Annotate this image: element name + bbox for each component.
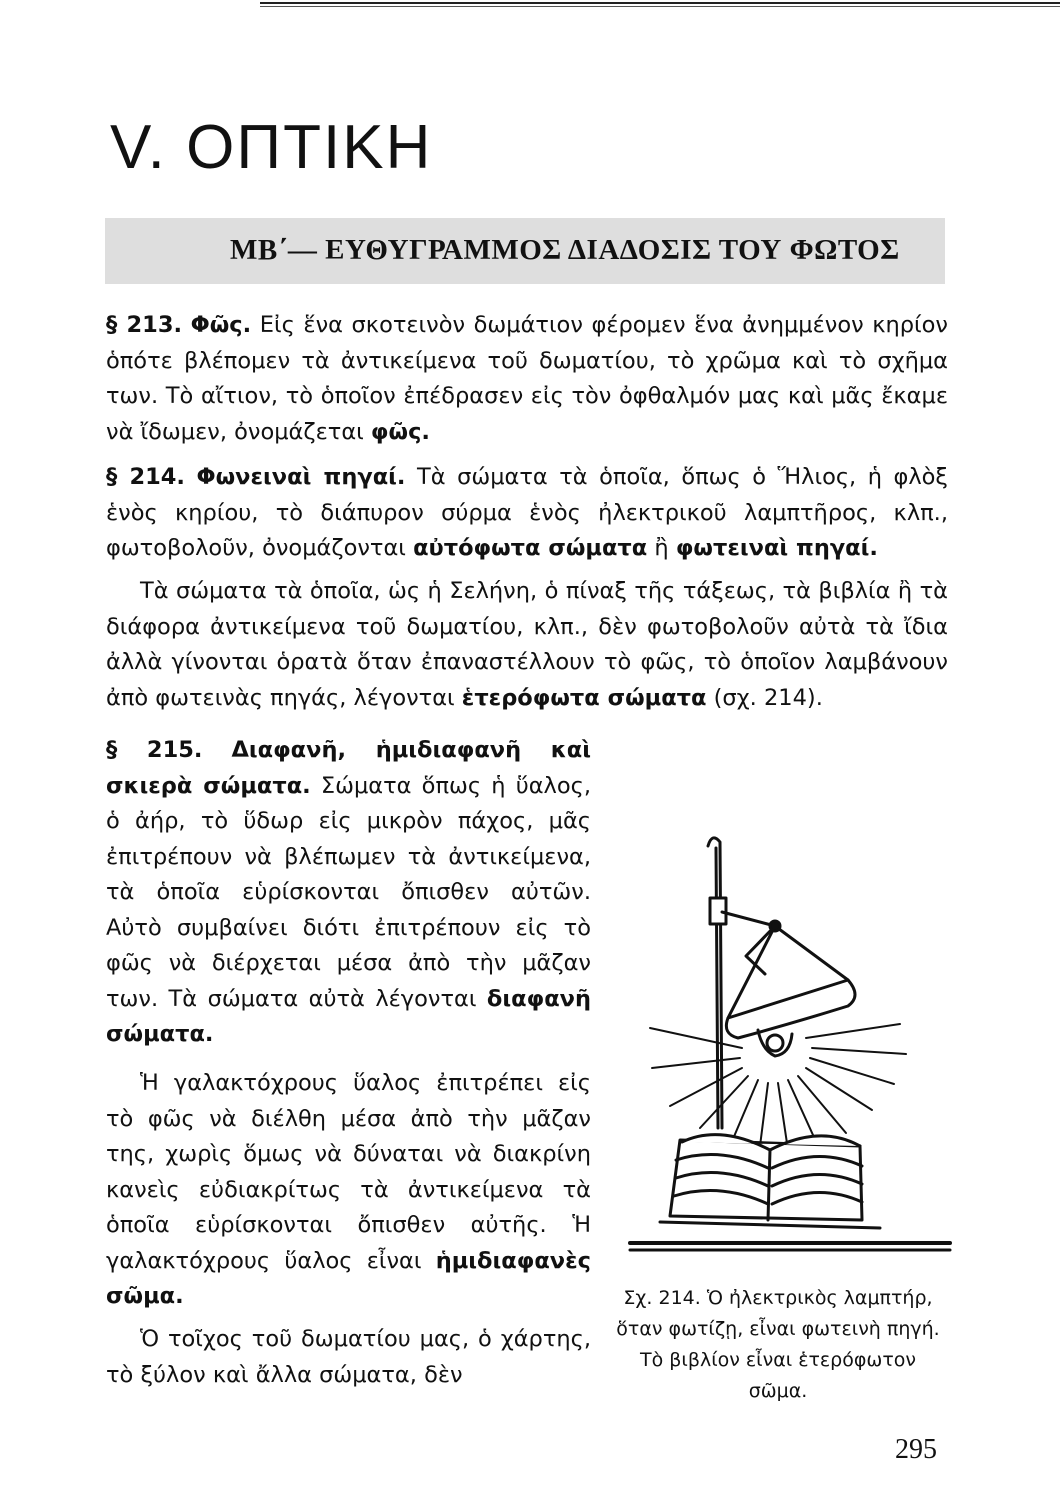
paragraph-215c xyxy=(106,1322,591,1393)
paragraph-213 xyxy=(106,308,948,450)
term: διαφανῆ σώματα. xyxy=(106,985,591,1047)
paragraph-text: (σχ. 214). xyxy=(706,684,823,711)
term: αὐτόφωτα σώματα xyxy=(413,535,648,561)
paragraph-text: Ἡ γαλακτόχρους ὕαλος ἐπιτρέπει εἰς τὸ φῶς νὰ διέλθη μέσα ἀπὸ τὴν μᾶζαν της, χωρὶς ὅμως νὰ δύναται νὰ διακρίνη κανεὶς εὐδιακρίτως τὰ ἀντικείμενα τὰ ὁποῖα εὑρίσκονται ὄπισθεν αὐτῆς. Ἡ γαλακτόχρους ὕαλος εἶναι xyxy=(106,1070,591,1274)
paragraph-214b xyxy=(106,574,948,716)
section-number: § 214. xyxy=(106,464,185,490)
term: ἑτερόφωτα σώματα xyxy=(461,684,707,711)
paragraph-text: Τὰ σώματα τὰ ὁποῖα, ὡς ἡ Σελήνη, ὁ πίναξ τῆς τάξεως, τὰ βιβλία ἢ τὰ διάφορα ἀντικείμενα τοῦ δωματίου, κλπ., δὲν φωτοβολοῦν αὐτὰ τὰ ἴδια ἀλλὰ γίνονται ὁρατὰ ὅταν ἐπαναστέλλουν τὸ φῶς, τὸ ὁποῖον λαμβάνουν ἀπὸ φωτεινὰς πηγάς, λέγονται xyxy=(106,578,948,711)
paragraph-heading: Διαφανῆ, ἡμιδιαφανῆ καὶ σκιερὰ σώματα. xyxy=(106,737,591,799)
section-number: § 215. xyxy=(106,737,203,763)
section-title: ΜΒ΄— ΕΥΘΥΓΡΑΜΜΟΣ ΔΙΑΔΟΣΙΣ ΤΟΥ ΦΩΤΟΣ xyxy=(230,234,900,266)
top-rule xyxy=(260,2,1060,8)
term: ἡμιδιαφανὲς σῶμα. xyxy=(106,1247,591,1309)
paragraph-heading: Φῶς. xyxy=(190,312,252,338)
chapter-title: V. ΟΠΤΙΚΗ xyxy=(110,113,433,182)
paragraph-text: Εἰς ἕνα σκοτεινὸν δωμάτιον φέρομεν ἕνα ἀνημμένον κηρίον ὁπότε βλέπομεν τὰ ἀντικείμενα τοῦ δωματίου, τὸ χρῶμα καὶ τὸ σχῆμα των. Τὸ αἴτιον, τὸ ὁποῖον ἐπέδρασεν εἰς τὸν ὀφθαλμόν μας καὶ μᾶς ἔκαμε νὰ ἴδωμεν, ὀνομάζεται xyxy=(106,312,948,445)
page-number: 295 xyxy=(895,1434,937,1465)
paragraph-heading: Φωνειναὶ πηγαί. xyxy=(196,464,406,490)
paragraph-text: Τὰ σώματα τὰ ὁποῖα, ὅπως ὁ Ἥλιος, ἡ φλὸξ ἑνὸς κηρίου, τὸ διάπυρον σύρμα ἑνὸς ἠλεκτρικοῦ λαμπτῆρος, κλπ., φωτοβολοῦν, ὀνομάζονται xyxy=(106,464,948,561)
desk-lamp-book-icon xyxy=(610,828,960,1288)
figure-214 xyxy=(610,828,960,1288)
paragraph-215b xyxy=(106,1066,591,1315)
paragraph-215 xyxy=(106,733,591,1053)
paragraph-text: Ὁ τοῖχος τοῦ δωματίου μας, ὁ χάρτης, τὸ ξύλον καὶ ἄλλα σώματα, δὲν xyxy=(106,1326,591,1388)
section-number: § 213. xyxy=(106,312,183,338)
term: φωτειναὶ πηγαί. xyxy=(675,535,878,561)
paragraph-214 xyxy=(106,460,948,567)
paragraph-text: Σώματα ὅπως ἡ ὕαλος, ὁ ἀήρ, τὸ ὕδωρ εἰς μικρὸν πάχος, μᾶς ἐπιτρέπουν νὰ βλέπωμεν τὰ ἀντικείμενα, τὰ ὁποῖα εὑρίσκονται ὄπισθεν αὐτῶν. Αὐτὸ συμβαίνει διότι ἐπιτρέπουν εἰς τὸ φῶς νὰ διέρχεται μέσα ἀπὸ τὴν μᾶζαν των. Τὰ σώματα αὐτὰ λέγονται xyxy=(106,772,591,1012)
figure-caption: Σχ. 214. Ὁ ἠλεκτρικὸς λαμπτήρ, ὅταν φωτίζῃ, εἶναι φωτεινὴ πηγή. Τὸ βιβλίον εἶναι ἑτερόφωτον σῶμα. xyxy=(616,1287,940,1402)
term: φῶς. xyxy=(370,418,430,445)
paragraph-text: ἢ xyxy=(647,535,676,561)
